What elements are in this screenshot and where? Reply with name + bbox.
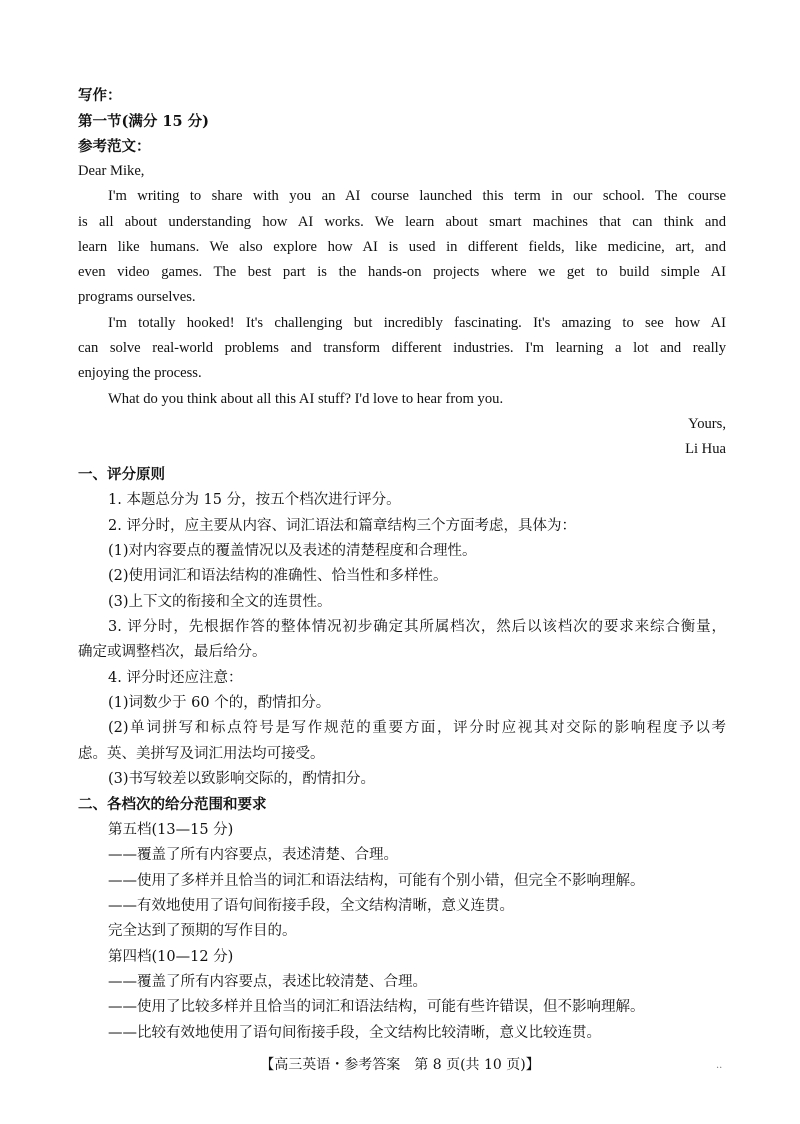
levels-heading: 二、各档次的给分范围和要求 bbox=[78, 796, 267, 813]
writing-title: 写作： bbox=[78, 87, 122, 104]
letter-paragraph-1-line: even video games. The best part is the hands-on projects where we get to build simple AI bbox=[78, 264, 726, 280]
principle-subitem: (1)词数少于 60 个的，酌情扣分。 bbox=[108, 695, 331, 711]
level-4-title: 第四档(10—12 分) bbox=[108, 949, 234, 965]
level-5-summary: 完全达到了预期的写作目的。 bbox=[108, 923, 297, 939]
letter-paragraph-1-line: programs ourselves. bbox=[78, 289, 196, 305]
principles-heading: 一、评分原则 bbox=[78, 466, 165, 483]
page-footer: 【高三英语・参考答案 第 8 页(共 10 页)】 bbox=[260, 1057, 540, 1073]
level-4-criterion: ——覆盖了所有内容要点，表述比较清楚、合理。 bbox=[108, 974, 427, 990]
letter-closing: Yours, bbox=[688, 416, 726, 432]
letter-paragraph-3-line: What do you think about all this AI stuff? I'd love to hear from you. bbox=[108, 391, 504, 407]
principle-subitem-continued: 虑。英、美拼写及词汇用法均可接受。 bbox=[78, 746, 325, 762]
principle-item: 2. 评分时，应主要从内容、词汇语法和篇章结构三个方面考虑，具体为： bbox=[108, 518, 576, 534]
letter-paragraph-2-line: enjoying the process. bbox=[78, 365, 202, 381]
principle-item: 4. 评分时还应注意： bbox=[108, 670, 243, 686]
letter-paragraph-2-line: I'm totally hooked! It's challenging but incredibly fascinating. It's amazing to see how AI bbox=[108, 315, 726, 331]
principle-subitem: (2)单词拼写和标点符号是写作规范的重要方面，评分时应视其对交际的影响程度予以考 bbox=[108, 720, 726, 736]
level-5-criterion: ——使用了多样并且恰当的词汇和语法结构，可能有个别小错，但完全不影响理解。 bbox=[108, 873, 645, 889]
level-5-title: 第五档(13—15 分) bbox=[108, 822, 234, 838]
principle-subitem: (2)使用词汇和语法结构的准确性、恰当性和多样性。 bbox=[108, 568, 448, 584]
principle-subitem: (3)书写较差以致影响交际的，酌情扣分。 bbox=[108, 771, 376, 787]
sample-label: 参考范文： bbox=[78, 138, 151, 155]
letter-paragraph-1-line: is all about understanding how AI works. We learn about smart machines that can think and bbox=[78, 214, 726, 230]
level-5-criterion: ——有效地使用了语句间衔接手段，全文结构清晰，意义连贯。 bbox=[108, 898, 514, 914]
level-5-criterion: ——覆盖了所有内容要点，表述清楚、合理。 bbox=[108, 847, 398, 863]
letter-signature: Li Hua bbox=[685, 441, 726, 457]
letter-paragraph-1-line: I'm writing to share with you an AI course launched this term in our school. The course bbox=[108, 188, 726, 204]
letter-paragraph-1-line: learn like humans. We also explore how AI is used in different fields, like medicine, art, and bbox=[78, 239, 726, 255]
principle-item: 1. 本题总分为 15 分，按五个档次进行评分。 bbox=[108, 492, 401, 508]
letter-greeting: Dear Mike, bbox=[78, 163, 145, 179]
principle-subitem: (1)对内容要点的覆盖情况以及表述的清楚程度和合理性。 bbox=[108, 543, 477, 559]
principle-subitem: (3)上下文的衔接和全文的连贯性。 bbox=[108, 594, 332, 610]
letter-paragraph-2-line: can solve real-world problems and transform different industries. I'm learning a lot and really bbox=[78, 340, 726, 356]
corner-mark: .. bbox=[716, 1060, 723, 1071]
principle-item-continued: 确定或调整档次，最后给分。 bbox=[78, 644, 267, 660]
level-4-criterion: ——使用了比较多样并且恰当的词汇和语法结构，可能有些许错误，但不影响理解。 bbox=[108, 999, 645, 1015]
principle-item: 3. 评分时，先根据作答的整体情况初步确定其所属档次，然后以该档次的要求来综合衡量， bbox=[108, 619, 726, 635]
level-4-criterion: ——比较有效地使用了语句间衔接手段，全文结构比较清晰，意义比较连贯。 bbox=[108, 1025, 601, 1041]
section-heading: 第一节(满分 15 分) bbox=[78, 113, 209, 130]
